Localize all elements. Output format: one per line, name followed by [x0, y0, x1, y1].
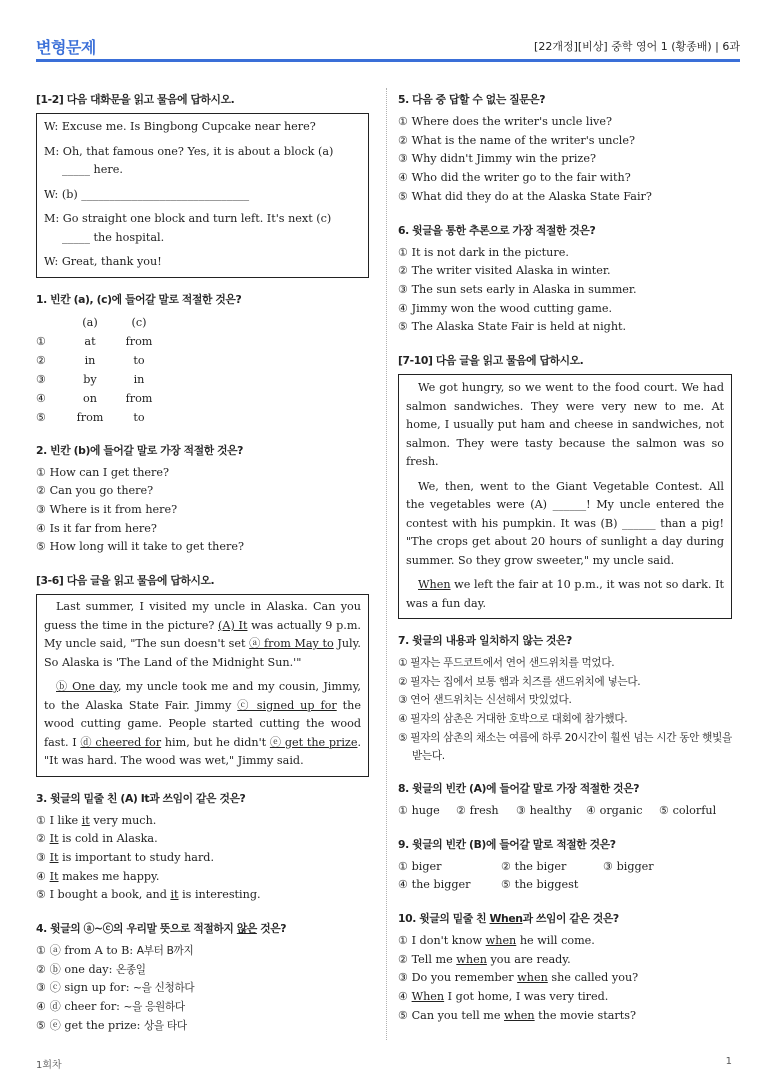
right-column [398, 92, 732, 1041]
option-a: by [83, 372, 97, 386]
option-number: ⑤ [36, 410, 47, 424]
passage-2-para-1: We got hungry, so we went to the food court. We had salmon sandwiches. They were very new to me. At home, I usually put ham and cheese in sandwiches, not salmon. They were tasty because the salmon was so fresh. [406, 381, 724, 469]
option: ④ 필자의 삼촌은 거대한 호박으로 대회에 참가했다. [398, 713, 628, 726]
option: ③ Do you remember when she called you? [398, 971, 639, 985]
option: ④ organic [586, 803, 643, 817]
option: ③ Why didn't Jimmy win the prize? [398, 152, 596, 166]
passage-1-para-1: Last summer, I visited my uncle in Alaska. Can you guess the time in the picture? (A) It was actually 9 p.m. My uncle said, "The sun doesn't set ⓐ from May to July. So Alaska is 'The Land of the Midnight Sun.'" [44, 600, 361, 669]
option: ⑤ The Alaska State Fair is held at night. [398, 320, 627, 334]
option-c: to [133, 410, 145, 424]
underline-d: ⓓ cheered for [80, 735, 162, 749]
option-a: at [84, 334, 96, 348]
col-header-c: (c) [131, 315, 147, 329]
passage-2-para-2: We, then, went to the Giant Vegetable Contest. All the vegetables were (A) ______! My uncle entered the contest with his pumpkin. It was (B) ______ than a pig! "The crops get about 20 hours of sunlight a day during summer. So they grow sweeter," my uncle said. [406, 479, 724, 567]
option: ① biger [398, 859, 442, 873]
option: ② ⓑ one day: 온종일 [36, 962, 146, 976]
option: ① I don't know when he will come. [398, 933, 595, 947]
option: ② The writer visited Alaska in winter. [398, 264, 611, 278]
option-c: from [125, 391, 153, 405]
option-number: ① [36, 334, 47, 348]
passage-1-heading: [3-6] 다음 글을 읽고 물음에 답하시오. [36, 574, 215, 588]
option: ② the biger [501, 859, 567, 873]
dialog-line: W: Great, thank you! [44, 255, 162, 268]
question-8 [398, 781, 732, 821]
option-a: from [76, 410, 104, 424]
page-title: 변형문제 [36, 38, 96, 57]
left-column [36, 92, 369, 1052]
option: ③ The sun sets early in Alaska in summer. [398, 282, 637, 296]
option-c: to [133, 353, 145, 367]
underline-e: ⓔ get the prize [269, 735, 358, 749]
col-header-a: (a) [82, 315, 98, 329]
option: ② Can you go there? [36, 484, 154, 498]
option: ③ ⓒ sign up for: ~을 신청하다 [36, 981, 195, 995]
question-5 [398, 92, 732, 207]
option-number: ② [36, 353, 47, 367]
dialog-heading: [1-2] 다음 대화문을 읽고 물음에 답하시오. [36, 93, 235, 106]
dialog-line: M: Oh, that famous one? Yes, it is about a block (a) _____ here. [44, 144, 334, 176]
dialog-line: W: Excuse me. Is Bingbong Cupcake near here? [44, 120, 316, 133]
footer-round: 1회차 [36, 1060, 62, 1071]
option: ① Where does the writer's uncle live? [398, 115, 612, 128]
question-8-text: 8. 윗글의 빈칸 (A)에 들어갈 말로 가장 적절한 것은? [398, 781, 640, 795]
option: ⑤ I bought a book, and it is interesting. [36, 888, 261, 902]
option-number: ③ [36, 372, 47, 386]
underline-a: ⓐ from May to [249, 637, 334, 651]
option: ⑤ 필자의 삼촌의 채소는 여름에 하루 20시간이 훨씬 넘는 시간 동안 햇빛을 받는다. [398, 731, 732, 762]
option-a: on [83, 391, 97, 405]
underline-when: When [418, 578, 451, 592]
option: ① I like it very much. [36, 813, 157, 827]
option: ④ the bigger [398, 878, 471, 892]
question-1 [36, 292, 369, 427]
passage-2-box [398, 374, 732, 619]
question-9-text: 9. 윗글의 빈칸 (B)에 들어갈 말로 적절한 것은? [398, 837, 616, 851]
option: ③ It is important to study hard. [36, 850, 215, 864]
option-c: in [133, 372, 145, 386]
header-rule [36, 59, 740, 62]
question-4 [36, 921, 369, 1036]
question-2-text: 2. 빈칸 (b)에 들어갈 말로 가장 적절한 것은? [36, 443, 244, 457]
underline-A-it: (A) It [218, 618, 248, 632]
question-2 [36, 443, 369, 558]
option: ⑤ ⓔ get the prize: 상을 타다 [36, 1018, 187, 1032]
option: ① 필자는 푸드코트에서 연어 샌드위치를 먹었다. [398, 657, 615, 670]
option: ② What is the name of the writer's uncle? [398, 133, 635, 147]
question-1-text: 1. 빈칸 (a), (c)에 들어갈 말로 적절한 것은? [36, 292, 242, 306]
option: ④ Who did the writer go to the fair with? [398, 171, 631, 185]
option: ④ Jimmy won the wood cutting game. [398, 301, 613, 315]
option: ⑤ the biggest [501, 878, 579, 892]
option: ① How can I get there? [36, 465, 170, 479]
question-1-table [36, 313, 369, 427]
question-3-text: 3. 윗글의 밑줄 친 (A) It과 쓰임이 같은 것은? [36, 791, 246, 805]
option: ① It is not dark in the picture. [398, 245, 569, 259]
option: ③ bigger [603, 859, 654, 873]
option: ④ It makes me happy. [36, 869, 160, 883]
passage-1-para-2: ⓑ One day, my uncle took me and my cousin, Jimmy, to the Alaska State Fair. Jimmy ⓒ signed up for the wood cutting game. People started cutting the wood fast. I ⓓ cheered for him, but he didn't ⓔ get the prize. "It was hard. The wood was wet," Jimmy said. [44, 680, 361, 768]
option-a: in [84, 353, 96, 367]
option: ④ ⓓ cheer for: ~을 응원하다 [36, 1000, 185, 1014]
underline-c: ⓒ signed up for [237, 698, 337, 712]
option: ⑤ Can you tell me when the movie starts? [398, 1008, 636, 1022]
option: ③ 연어 샌드위치는 신선해서 맛있었다. [398, 694, 572, 707]
option: ③ healthy [516, 803, 572, 817]
question-8-options [398, 802, 732, 821]
question-7 [398, 633, 732, 765]
passage-1-box [36, 594, 369, 777]
passage-2-para-3: When we left the fair at 10 p.m., it was not so dark. It was a fun day. [406, 578, 724, 610]
dialog-line: M: Go straight one block and turn left. It's next (c) _____ the hospital. [44, 212, 332, 244]
column-divider [386, 88, 387, 1040]
option: ④ Is it far from here? [36, 521, 157, 535]
option: ① huge [398, 803, 440, 817]
textbook-info: [22개정][비상] 중학 영어 1 (황종배) | 6과 [534, 40, 740, 53]
question-7-text: 7. 윗글의 내용과 일치하지 않는 것은? [398, 634, 572, 648]
page-number: 1 [725, 1056, 732, 1067]
option: ② It is cold in Alaska. [36, 832, 158, 846]
question-10-text: 10. 윗글의 밑줄 친 When과 쓰임이 같은 것은? [398, 911, 619, 925]
option: ⑤ colorful [659, 803, 717, 817]
question-5-text: 5. 다음 중 답할 수 없는 질문은? [398, 93, 546, 106]
question-10 [398, 911, 732, 1026]
question-9 [398, 837, 732, 895]
dialog-line: W: (b) ______________________________ [44, 187, 250, 201]
question-4-text: 4. 윗글의 ⓐ~ⓒ의 우리말 뜻으로 적절하지 않은 것은? [36, 922, 287, 936]
option: ③ Where is it from here? [36, 502, 178, 516]
option: ② Tell me when you are ready. [398, 952, 571, 966]
question-6-text: 6. 윗글을 통한 추론으로 가장 적절한 것은? [398, 223, 596, 237]
passage-2-heading: [7-10] 다음 글을 읽고 물음에 답하시오. [398, 354, 584, 368]
option: ② fresh [456, 803, 499, 817]
option: ⑤ How long will it take to get there? [36, 540, 244, 554]
question-3 [36, 791, 369, 906]
option: ④ When I got home, I was very tired. [398, 990, 609, 1004]
underline-b: ⓑ One day [56, 680, 118, 694]
dialog-box [36, 113, 369, 278]
option-c: from [125, 334, 153, 348]
option: ② 필자는 집에서 보통 햄과 치즈를 샌드위치에 넣는다. [398, 675, 641, 688]
option-number: ④ [36, 391, 47, 405]
option: ① ⓐ from A to B: A부터 B까지 [36, 944, 194, 958]
option: ⑤ What did they do at the Alaska State Fair? [398, 189, 652, 203]
question-6 [398, 223, 732, 338]
